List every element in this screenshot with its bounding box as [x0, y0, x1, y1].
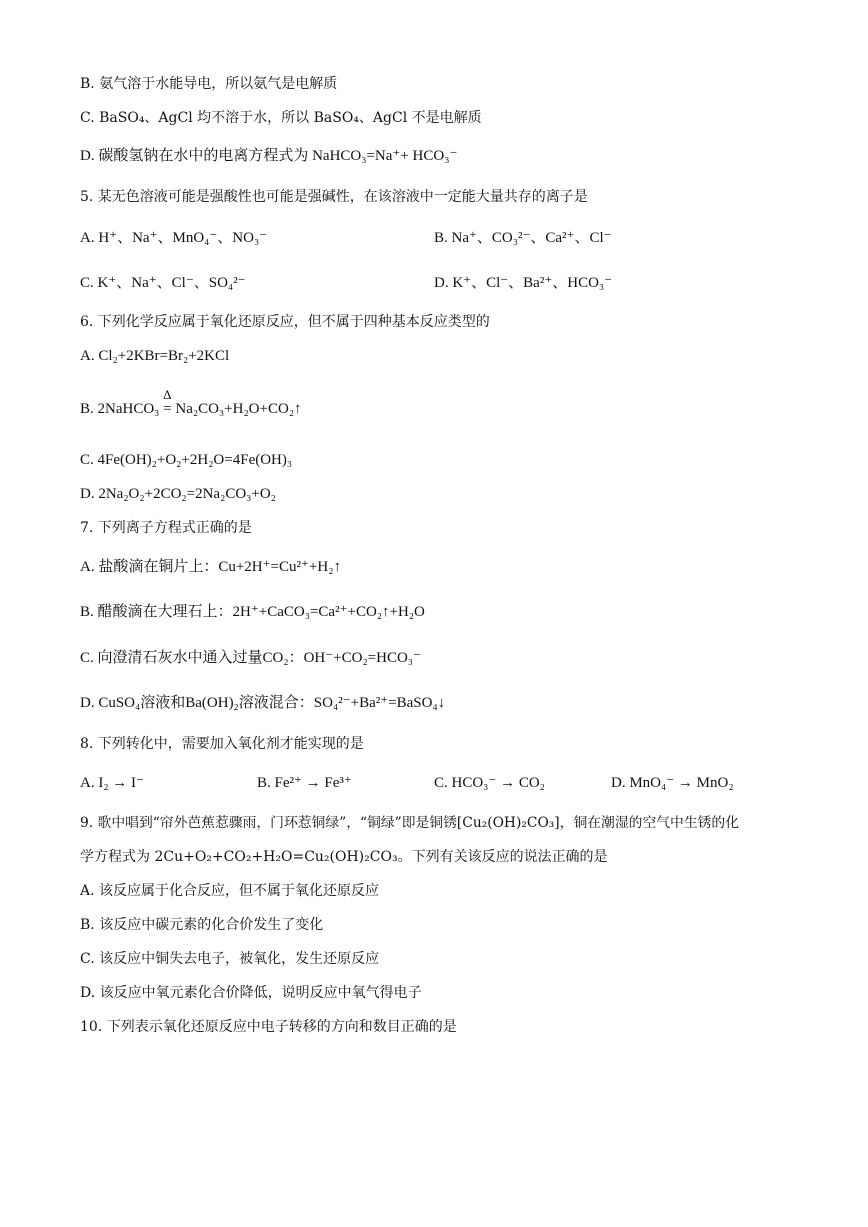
q6b-reactant: B. 2NaHCO₃ [80, 401, 160, 417]
q7-option-d: D. CuSO₄溶液和Ba(OH)₂溶液混合：SO₄²⁻+Ba²⁺=BaSO₄↓ [80, 695, 446, 711]
q7-option-b: B. 醋酸滴在大理石上：2H⁺+CaCO₃=Ca²⁺+CO₂↑+H₂O [80, 604, 425, 620]
q6-option-b [80, 387, 302, 419]
q6-option-d: D. 2Na₂O₂+2CO₂=2Na₂CO₃+O₂ [80, 486, 276, 502]
q5-stem: 5. 某无色溶液可能是强酸性也可能是强碱性，在该溶液中一定能大量共存的离子是 [80, 189, 588, 205]
q8-stem: 8. 下列转化中，需要加入氧化剂才能实现的是 [80, 736, 364, 752]
q6-stem: 6. 下列化学反应属于氧化还原反应，但不属于四种基本反应类型的 [80, 314, 490, 330]
q4-option-c: C. BaSO₄、AgCl 均不溶于水，所以 BaSO₄、AgCl 不是电解质 [80, 110, 482, 126]
q6-option-a: A. Cl₂+2KBr=Br₂+2KCl [80, 348, 230, 364]
q7-stem: 7. 下列离子方程式正确的是 [80, 520, 252, 536]
q9-option-c: C. 该反应中铜失去电子，被氧化，发生还原反应 [80, 951, 380, 967]
q5-option-b: B. Na⁺、CO₃²⁻、Ca²⁺、Cl⁻ [434, 230, 612, 246]
q8-option-d: D. MnO₄⁻ → MnO₂ [611, 775, 734, 791]
q6b-products: Na₂CO₃+H₂O+CO₂↑ [175, 401, 302, 417]
q9-stem-line2: 学方程式为 2Cu+O₂+CO₂+H₂O=Cu₂(OH)₂CO₃。下列有关该反应的说法正确的是 [80, 849, 608, 865]
q9-option-a: A. 该反应属于化合反应，但不属于氧化还原反应 [80, 883, 380, 899]
q9-option-d: D. 该反应中氧元素化合价降低，说明反应中氧气得电子 [80, 985, 422, 1001]
delta-mark: Δ [163, 387, 172, 402]
q9-stem-line1: 9. 歌中唱到“帘外芭蕉惹骤雨，门环惹铜绿”，“铜绿”即是铜锈[Cu₂(OH)₂CO₃]，铜在潮湿的空气中生锈的化 [80, 815, 740, 831]
q7-option-c: C. 向澄清石灰水中通入过量CO₂：OH⁻+CO₂=HCO₃⁻ [80, 650, 421, 666]
q4-option-b: B. 氨气溶于水能导电，所以氨气是电解质 [80, 76, 338, 92]
q6-option-c: C. 4Fe(OH)₂+O₂+2H₂O=4Fe(OH)₃ [80, 452, 293, 468]
q5-option-a: A. H⁺、Na⁺、MnO₄⁻、NO₃⁻ [80, 230, 268, 246]
q8-option-b: B. Fe²⁺ → Fe³⁺ [257, 775, 352, 791]
q5-option-c: C. K⁺、Na⁺、Cl⁻、SO₄²⁻ [80, 275, 246, 291]
q5-option-d: D. K⁺、Cl⁻、Ba²⁺、HCO₃⁻ [434, 275, 613, 291]
q7-option-a: A. 盐酸滴在铜片上：Cu+2H⁺=Cu²⁺+H₂↑ [80, 559, 341, 575]
q9-option-b: B. 该反应中碳元素的化合价发生了变化 [80, 917, 324, 933]
q8-option-a: A. I₂ → I⁻ [80, 775, 144, 791]
q4-option-d: D. 碳酸氢钠在水中的电离方程式为 NaHCO₃=Na⁺+ HCO₃⁻ [80, 148, 458, 164]
heat-equals-sign [163, 387, 172, 419]
equals-sign: = [163, 401, 172, 417]
q8-option-c: C. HCO₃⁻ → CO₂ [434, 775, 545, 791]
q10-stem: 10. 下列表示氧化还原反应中电子转移的方向和数目正确的是 [80, 1019, 457, 1035]
